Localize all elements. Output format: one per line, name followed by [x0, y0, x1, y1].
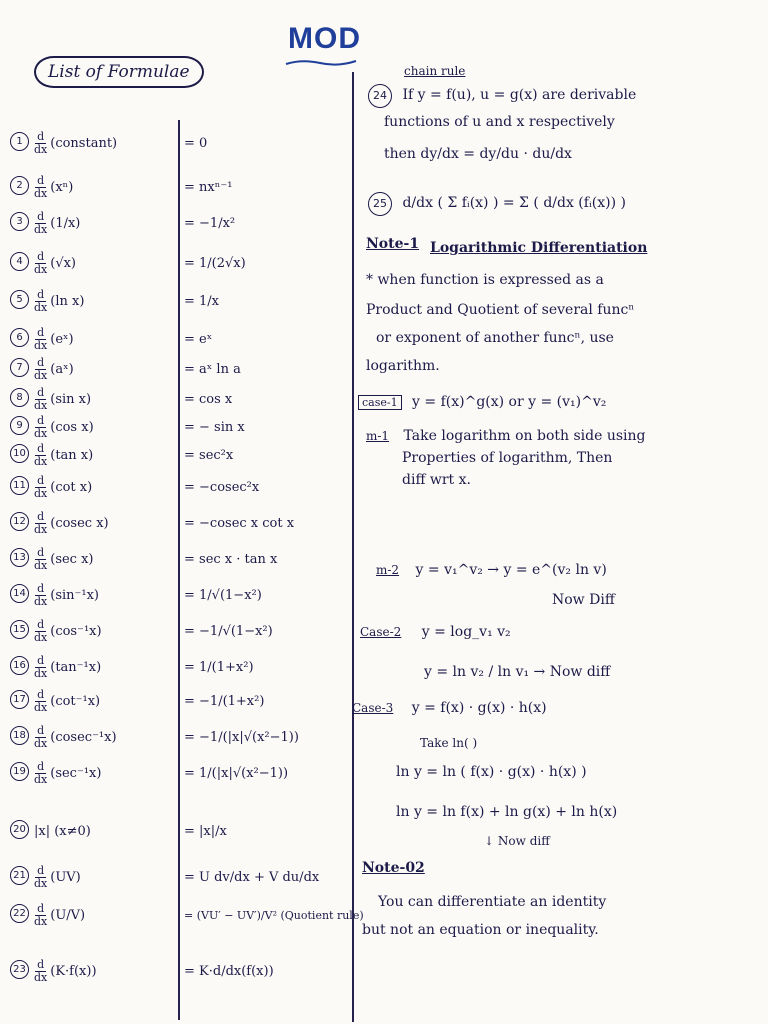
formula-lhs [34, 414, 184, 440]
case3-now [484, 834, 550, 848]
item-24-number: 24 [368, 84, 392, 108]
formula-lhs [34, 288, 184, 314]
derivative-d: d [37, 581, 45, 595]
formula-lhs-text: (tan x) [50, 447, 94, 463]
case3-line1: ln y = ln ( f(x) · g(x) · h(x) ) [396, 764, 587, 780]
formula-lhs-text: (sin⁻¹x) [50, 587, 99, 603]
derivative-dx: dx [34, 970, 48, 984]
derivative-dx: dx [34, 186, 48, 200]
m2-expr: y = v₁^v₂ → y = e^(v₂ ln v) [415, 562, 607, 578]
formula-row-14 [10, 578, 350, 612]
derivative-d: d [37, 209, 45, 223]
derivative-d: d [37, 545, 45, 559]
formula-lhs [34, 618, 184, 644]
item-25 [368, 192, 626, 216]
derivative-d: d [37, 759, 45, 773]
item-24-line2: functions of u and x respectively [384, 114, 615, 130]
derivative-dx: dx [34, 522, 48, 536]
formula-lhs [34, 654, 184, 680]
derivative-d: d [37, 723, 45, 737]
formula-lhs-text: (cos⁻¹x) [50, 623, 102, 639]
formula-rhs: = |x|/x [184, 823, 227, 839]
item-25-number: 25 [368, 192, 392, 216]
derivative-operator [34, 327, 47, 352]
derivative-operator [34, 583, 47, 608]
m2-label: m-2 [376, 563, 400, 577]
formula-number: 16 [10, 656, 29, 675]
derivative-dx: dx [34, 558, 48, 572]
m2-row [376, 562, 607, 578]
formula-lhs [34, 386, 184, 412]
formula-number: 7 [10, 358, 29, 377]
formula-number: 4 [10, 252, 29, 271]
note1-heading: Logarithmic Differentiation [430, 240, 648, 256]
formula-lhs-text: (cosec⁻¹x) [50, 729, 117, 745]
derivative-operator [34, 547, 47, 572]
formula-lhs [34, 250, 184, 276]
case2-expr: y = log_v₁ v₂ [421, 624, 511, 640]
formula-lhs [34, 510, 184, 536]
derivative-operator [34, 475, 47, 500]
formula-lhs [34, 474, 184, 500]
formula-rhs: = sec²x [184, 447, 234, 463]
formula-lhs-text: (cos x) [50, 419, 94, 435]
derivative-operator [34, 761, 47, 786]
derivative-d: d [37, 509, 45, 523]
formula-lhs-text: (ln x) [50, 293, 85, 309]
formula-number: 23 [10, 960, 29, 979]
formula-number: 22 [10, 904, 29, 923]
formula-lhs [34, 174, 184, 200]
case3-line2: ln y = ln f(x) + ln g(x) + ln h(x) [396, 804, 618, 820]
formula-rhs: = 1/(1+x²) [184, 659, 254, 675]
formula-rhs: = sec x · tan x [184, 551, 278, 567]
note2-line1: You can differentiate an identity [378, 894, 607, 910]
formula-lhs [34, 326, 184, 352]
case1-row [358, 394, 606, 410]
case2-label: Case-2 [360, 625, 402, 639]
derivative-d: d [37, 473, 45, 487]
item-24-line3-row [384, 146, 572, 162]
formula-number: 2 [10, 176, 29, 195]
derivative-dx: dx [34, 594, 48, 608]
formula-row-10 [10, 438, 350, 472]
formula-number: 18 [10, 726, 29, 745]
note1-title: Note-1 [366, 236, 420, 252]
formula-row-16 [10, 650, 350, 684]
formula-row-22 [10, 898, 364, 932]
formula-lhs-text: (1/x) [50, 215, 81, 231]
formula-lhs [34, 356, 184, 382]
item-24-line2-row [384, 114, 615, 130]
formula-lhs-text: (xⁿ) [50, 179, 74, 195]
formula-number: 12 [10, 512, 29, 531]
formula-number: 20 [10, 820, 29, 839]
derivative-d: d [37, 173, 45, 187]
formula-rhs: = −1/(1+x²) [184, 693, 265, 709]
derivative-dx: dx [34, 700, 48, 714]
formula-lhs [34, 582, 184, 608]
derivative-d: d [37, 385, 45, 399]
title-underline [284, 58, 358, 66]
formula-lhs-text: (cosec x) [50, 515, 109, 531]
derivative-operator [34, 689, 47, 714]
formula-lhs-text: (U/V) [50, 907, 86, 923]
case3-take: Take ln( ) [420, 736, 478, 750]
formula-row-3 [10, 206, 350, 240]
note1-line3: or exponent of another funcⁿ, use [376, 330, 614, 346]
derivative-d: d [37, 355, 45, 369]
formula-lhs [34, 688, 184, 714]
formula-lhs [34, 210, 184, 236]
page-title: MOD [288, 22, 361, 55]
derivative-dx: dx [34, 262, 48, 276]
formula-lhs-text: (aˣ) [50, 361, 74, 377]
formula-lhs-text: (sec⁻¹x) [50, 765, 102, 781]
derivative-dx: dx [34, 666, 48, 680]
derivative-dx: dx [34, 772, 48, 786]
derivative-operator [34, 619, 47, 644]
formula-row-23 [10, 954, 350, 988]
formula-lhs [34, 902, 184, 928]
derivative-dx: dx [34, 426, 48, 440]
formula-number: 15 [10, 620, 29, 639]
derivative-dx: dx [34, 398, 48, 412]
formula-rhs: = − sin x [184, 419, 245, 435]
formula-lhs [34, 818, 184, 844]
formula-lhs [34, 546, 184, 572]
derivative-dx: dx [34, 876, 48, 890]
derivative-d: d [37, 687, 45, 701]
formula-row-6 [10, 322, 350, 356]
chain-rule-label: chain rule [404, 64, 466, 78]
derivative-d: d [37, 957, 45, 971]
derivative-dx: dx [34, 142, 48, 156]
formula-number: 1 [10, 132, 29, 151]
formula-lhs-text: (sec x) [50, 551, 94, 567]
formula-rhs: = −1/√(1−x²) [184, 623, 273, 639]
formula-number: 17 [10, 690, 29, 709]
derivative-operator [34, 175, 47, 200]
formula-lhs-text: |x| (x≠0) [34, 823, 91, 839]
formula-number: 13 [10, 548, 29, 567]
formula-row-21 [10, 860, 350, 894]
formula-row-2 [10, 170, 350, 204]
derivative-d: d [37, 287, 45, 301]
formula-row-13 [10, 542, 350, 576]
m2-note: Now Diff [552, 592, 615, 608]
formula-rhs: = −cosec²x [184, 479, 260, 495]
formula-row-18 [10, 720, 350, 754]
derivative-dx: dx [34, 222, 48, 236]
formula-number: 21 [10, 866, 29, 885]
formula-number: 5 [10, 290, 29, 309]
formula-row-19 [10, 756, 350, 790]
formula-row-15 [10, 614, 350, 648]
derivative-operator [34, 903, 47, 928]
derivative-operator [34, 415, 47, 440]
note2-title: Note-02 [362, 860, 425, 876]
formula-row-4 [10, 246, 350, 280]
case2-expr2: y = ln v₂ / ln v₁ → Now diff [424, 664, 611, 680]
m1-label: m-1 [366, 429, 390, 443]
derivative-d: d [37, 413, 45, 427]
item-24 [368, 84, 636, 108]
derivative-operator [34, 251, 47, 276]
formula-lhs-text: (constant) [50, 135, 118, 151]
formula-lhs [34, 130, 184, 156]
formula-number: 6 [10, 328, 29, 347]
formula-number: 3 [10, 212, 29, 231]
formula-rhs: = −1/(|x|√(x²−1)) [184, 729, 299, 745]
formula-row-7 [10, 352, 350, 386]
formula-number: 10 [10, 444, 29, 463]
derivative-operator [34, 511, 47, 536]
case1-expr: y = f(x)^g(x) or y = (v₁)^v₂ [412, 394, 607, 410]
formula-lhs [34, 724, 184, 750]
note1-line4: logarithm. [366, 358, 440, 374]
formula-row-17 [10, 684, 350, 718]
case3-row [352, 700, 547, 716]
derivative-operator [34, 289, 47, 314]
formula-rhs: = cos x [184, 391, 233, 407]
formula-rhs: = eˣ [184, 331, 213, 347]
derivative-dx: dx [34, 338, 48, 352]
derivative-d: d [37, 129, 45, 143]
case3-now-label: Now diff [497, 834, 550, 848]
formula-lhs [34, 442, 184, 468]
derivative-dx: dx [34, 368, 48, 382]
item-25-expr: d/dx ( Σ fᵢ(x) ) = Σ ( d/dx (fᵢ(x)) ) [402, 195, 626, 211]
note1-line2: Product and Quotient of several funcⁿ [366, 302, 635, 318]
item-24-line1: If y = f(u), u = g(x) are derivable [402, 87, 637, 103]
formula-rhs: = −1/x² [184, 215, 236, 231]
formula-rhs: = −cosec x cot x [184, 515, 295, 531]
derivative-operator [34, 443, 47, 468]
formula-number: 14 [10, 584, 29, 603]
derivative-d: d [37, 863, 45, 877]
formula-row-11 [10, 470, 350, 504]
formula-lhs-text: (cot⁻¹x) [50, 693, 101, 709]
formula-lhs-text: (sin x) [50, 391, 92, 407]
formula-lhs-text: (√x) [50, 255, 77, 271]
formula-rhs: = U dv/dx + V du/dx [184, 869, 320, 885]
derivative-d: d [37, 441, 45, 455]
formula-lhs [34, 760, 184, 786]
m1-line1: Take logarithm on both side using [403, 428, 646, 444]
formula-lhs-text: (cot x) [50, 479, 93, 495]
formula-rhs: = 0 [184, 135, 208, 151]
down-arrow-icon: ↓ [484, 834, 495, 848]
formula-rhs: = 1/(|x|√(x²−1)) [184, 765, 289, 781]
formula-lhs-text: (K·f(x)) [50, 963, 97, 979]
case3-label: Case-3 [352, 701, 394, 715]
note1-line1: * when function is expressed as a [366, 272, 604, 288]
derivative-operator [34, 959, 47, 984]
formula-lhs [34, 864, 184, 890]
case3-expr: y = f(x) · g(x) · h(x) [411, 700, 547, 716]
item-24-line3: then dy/dx = dy/du · du/dx [384, 146, 572, 162]
formula-row-12 [10, 506, 350, 540]
derivative-d: d [37, 617, 45, 631]
derivative-dx: dx [34, 630, 48, 644]
list-title: List of Formulae [34, 56, 204, 88]
formula-rhs: = 1/x [184, 293, 220, 309]
formula-number: 11 [10, 476, 29, 495]
derivative-d: d [37, 249, 45, 263]
formula-lhs-text: (UV) [50, 869, 81, 885]
formula-row-1 [10, 126, 350, 160]
derivative-d: d [37, 901, 45, 915]
formula-lhs-text: (tan⁻¹x) [50, 659, 102, 675]
formula-lhs-text: (eˣ) [50, 331, 74, 347]
derivative-d: d [37, 653, 45, 667]
formula-rhs: = 1/(2√x) [184, 255, 246, 271]
derivative-operator [34, 865, 47, 890]
derivative-dx: dx [34, 300, 48, 314]
derivative-dx: dx [34, 486, 48, 500]
case1-label: case-1 [358, 395, 402, 410]
formula-rhs: = aˣ ln a [184, 361, 241, 377]
derivative-operator [34, 131, 47, 156]
formula-lhs [34, 958, 184, 984]
derivative-dx: dx [34, 454, 48, 468]
derivative-operator [34, 655, 47, 680]
formula-rhs: = nxⁿ⁻¹ [184, 179, 233, 195]
m1-line2: Properties of logarithm, Then [402, 450, 613, 466]
derivative-operator [34, 357, 47, 382]
derivative-dx: dx [34, 736, 48, 750]
derivative-operator [34, 211, 47, 236]
derivative-operator [34, 725, 47, 750]
formula-rhs: = 1/√(1−x²) [184, 587, 262, 603]
formula-number: 19 [10, 762, 29, 781]
derivative-dx: dx [34, 914, 48, 928]
formula-number: 8 [10, 388, 29, 407]
derivative-operator [34, 387, 47, 412]
formula-rhs: = K·d/dx(f(x)) [184, 963, 274, 979]
formula-row-20 [10, 814, 350, 848]
formula-row-5 [10, 284, 350, 318]
formula-rhs: = (VU′ − UV′)/V² (Quotient rule) [184, 908, 364, 922]
case2-row [360, 624, 511, 640]
m1-line3: diff wrt x. [402, 472, 471, 488]
note2-line2: but not an equation or inequality. [362, 922, 599, 938]
formula-number: 9 [10, 416, 29, 435]
derivative-d: d [37, 325, 45, 339]
m1-row [366, 428, 646, 444]
